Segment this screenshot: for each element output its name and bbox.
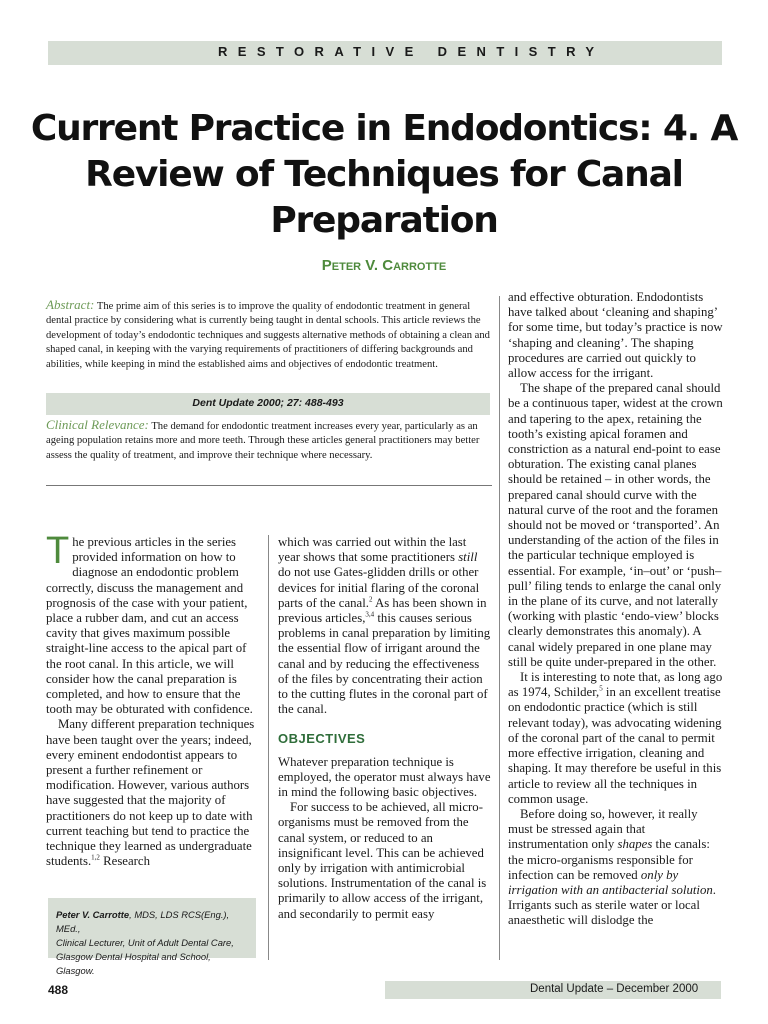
column-divider-1	[268, 535, 269, 960]
body-column-3	[508, 290, 723, 929]
clinical-relevance-text: The demand for endodontic treatment increases every year, particularly as an ageing population retains more and more teeth. Through these articles general practitioners may better assess the quality of treatment, and improve their technique where necessary.	[46, 421, 480, 461]
footer-band	[385, 981, 721, 999]
drop-cap: T	[46, 530, 70, 572]
article-author: Peter V. Carrotte	[321, 257, 447, 274]
col2-paragraph-2: Whatever preparation technique is employed, the operator must always have in mind the following basic objectives.	[278, 754, 491, 800]
section-label: RESTORATIVE DENTISTRY	[218, 44, 605, 59]
abstract-divider	[46, 485, 492, 486]
abstract-text: The prime aim of this series is to improve the quality of endodontic treatment in general dental practice by considering what is currently being taught in dental schools. This article reviews the development of today’s endodontic techniques and suggests alternative methods of obtaining a clean and shaped canal, in keeping with the varying requirements of practitioners of differing backgrounds and abilities, while keeping in mind the established aims and objectives of endodontic treatment.	[46, 301, 490, 370]
abstract-label: Abstract:	[46, 297, 95, 312]
col1-paragraph-2: Many different preparation techniques have been taught over the years; indeed, every eminent endodontist appears to present a further refinement or modification. However, various authors have suggested that the majority of practitioners do not keep up to date with current teaching but tend to practice the technique they learned as undergraduate students.$^{1,2}$ Research	[46, 717, 255, 869]
affiliation-line-3: Glasgow Dental Hospital and School, Glasgow.	[56, 951, 211, 976]
body-column-2	[278, 535, 491, 922]
citation-band	[46, 393, 490, 415]
affiliation-line-2: Clinical Lecturer, Unit of Adult Dental Care,	[56, 937, 234, 948]
section-header-band	[48, 41, 722, 65]
col3-paragraph-1: and effective obturation. Endodontists have talked about ‘cleaning and shaping’ for some time, but today’s practice is now ‘shaping and cleaning’. The shaping procedures are carried out quickly to allow access for the irrigant.	[508, 290, 723, 381]
column-divider-2	[499, 296, 500, 960]
reference-mark: 5	[599, 685, 603, 694]
citation-text: Dent Update 2000; 27: 488-493	[192, 397, 344, 409]
author-affiliation-box	[48, 898, 256, 976]
reference-mark: 2	[368, 595, 373, 604]
abstract	[46, 298, 492, 372]
section-heading-objectives: OBJECTIVES	[278, 731, 366, 747]
journal-footer: Dental Update – December 2000	[530, 983, 699, 995]
page-number: 488	[48, 983, 69, 997]
article-title: Current Practice in Endodontics: 4. A Review of Techniques for Canal Preparation	[30, 108, 738, 241]
clinical-relevance	[46, 418, 492, 463]
col3-paragraph-4: Before doing so, however, it really must be stressed again that instrumentation only shapes the canals: the micro-organisms responsible for infection can be removed only by irrigation with an antibacterial solution. Irrigants such as sterile water or local anaesthetic will dislodge the	[508, 806, 716, 928]
body-column-1	[46, 530, 259, 869]
col3-paragraph-3: It is interesting to note that, as long ago as 1974, Schilder,$^5$ in an excellent treatise on endodontic practice (which is still relevant today), was advocating widening of the coronal part of the canal to permit more effective irrigation, cleaning and shaping. It may therefore be useful in this article to review all the techniques in common usage.	[508, 670, 723, 806]
reference-mark: 3,4	[365, 610, 375, 619]
col1-paragraph-1: The previous articles in the series provided information on how to diagnose an endodontic problem correctly, discuss the management and prognosis of the case with your patient, place a rubber dam, and cut an access cavity that gives maximum possible straight-line access to the apical part of the root canal. In this article, we will consider how the canal preparation is completed, and how to ensure that the tooth may be obturated with confidence.	[46, 530, 253, 717]
affiliation-name: Peter V. Carrotte	[56, 909, 130, 920]
clinical-relevance-label: Clinical Relevance:	[46, 417, 149, 432]
col2-paragraph-1: which was carried out within the last year shows that some practitioners still do not use Gates-glidden drills or other devices for initial flaring of the coronal parts of the canal.$^2$ As has been shown in previous articles,$^{3,4}$ this causes serious problems in canal preparation by limiting the essential flow of irrigant around the canal and by reducing the effectiveness of the files by concentrating their action to the cutting flutes in the coronal part of the canal.	[278, 535, 491, 717]
col2-paragraph-3: For success to be achieved, all micro-organisms must be removed from the canal system, or reduced to an insignificant level. This can be achieved only by irrigation with antimicrobial solutions. Instrumentation of the canal is primarily to allow access of the irrigant, and secondarily to permit easy	[278, 800, 487, 921]
affiliation-line-1: Peter V. Carrotte, MDS, LDS RCS(Eng.), MEd.,	[56, 909, 230, 934]
col3-paragraph-2: The shape of the prepared canal should be a continuous taper, widest at the crown and tapering to the apex, retaining the tooth’s existing apical foramen and constriction as a natural end-point to ease obturation. The existing canal planes should be retained – in other words, the prepared canal should curve with the natural curve of the root and the foramen should not be moved or ‘transported’. An understanding of the action of the files in the particular technique employed is essential. For example, ‘in–out’ or ‘push–pull’ filing tends to enlarge the canal only in the plane of its curve, and not laterally (working with plastic ‘endo-view’ blocks clearly demonstrates this anomaly). A canal widely prepared in one plane may still be quite under-prepared in the other.	[508, 381, 723, 669]
reference-mark: 1,2	[91, 854, 100, 862]
